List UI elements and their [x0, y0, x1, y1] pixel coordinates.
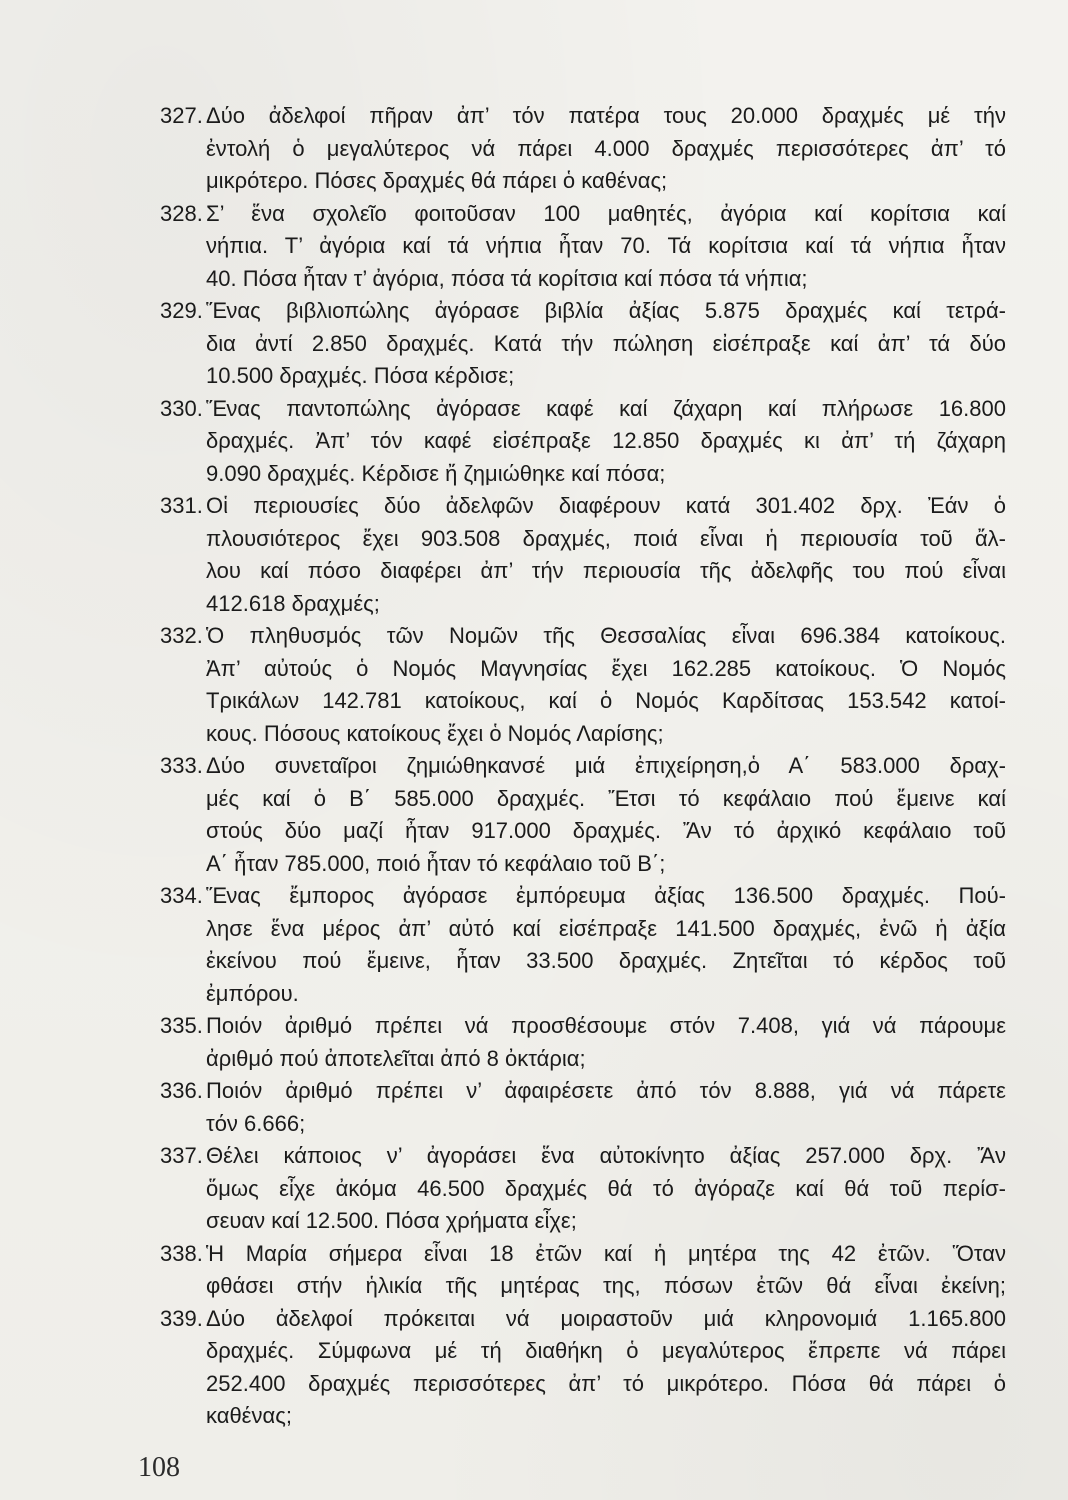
- problem-327: [160, 100, 1006, 198]
- problem-number: 336.: [160, 1078, 203, 1103]
- problem-line: 412.618 δραχμές;: [206, 590, 380, 616]
- problem-line: δραχμές. Ἀπ’ τόν καφέ εἰσέπραξε 12.850 δραχμές κι ἀπ’ τή ζάχαρη: [206, 428, 1006, 453]
- problem-line: Ποιόν ἀριθμό πρέπει ν’ ἀφαιρέσετε ἀπό τόν 8.888, γιά νά πάρετε: [206, 1078, 1006, 1103]
- problem-number: 333.: [160, 753, 203, 778]
- problem-text: [206, 490, 1006, 620]
- problem-line: Ἕνας βιβλιοπώλης ἀγόρασε βιβλία ἀξίας 5.875 δραχμές καί τετρά-: [206, 298, 1006, 323]
- problem-line: ἐμπόρου.: [206, 980, 299, 1006]
- problem-text: [206, 1140, 1006, 1238]
- problem-number: 331.: [160, 493, 203, 518]
- problem-list: [160, 100, 1006, 1433]
- problem-line: Ποιόν ἀριθμό πρέπει νά προσθέσουμε στόν 7.408, γιά νά πάρουμε: [206, 1013, 1006, 1038]
- problem-number: 337.: [160, 1143, 203, 1168]
- problem-line: Δύο ἀδελφοί πρόκειται νά μοιραστοῦν μιά κληρονομιά 1.165.800: [206, 1305, 1006, 1331]
- problem-line: μές καί ὁ Β΄ 585.000 δραχμές. Ἔτσι τό κεφάλαιο πού ἔμεινε καί: [206, 785, 1006, 811]
- problem-line: Α΄ ἦταν 785.000, ποιό ἦταν τό κεφάλαιο τοῦ Β΄;: [206, 850, 666, 876]
- problem-line: 9.090 δραχμές. Κέρδισε ἤ ζημιώθηκε καί πόσα;: [206, 460, 666, 486]
- problem-line: κους. Πόσους κατοίκους ἔχει ὁ Νομός Λαρίσης;: [206, 720, 664, 746]
- problem-line: στούς δύο μαζί ἦταν 917.000 δραχμές. Ἄν τό ἀρχικό κεφάλαιο τοῦ: [206, 818, 1006, 843]
- problem-number: 334.: [160, 883, 203, 908]
- problem-337: [160, 1140, 1006, 1238]
- problem-line: Ἕνας ἔμπορος ἀγόρασε ἐμπόρευμα ἀξίας 136.500 δραχμές. Πού-: [206, 883, 1006, 908]
- problem-text: [206, 750, 1006, 880]
- problem-line: 40. Πόσα ἦταν τ’ ἀγόρια, πόσα τά κορίτσια καί πόσα τά νήπια;: [206, 265, 808, 291]
- problem-text: [206, 198, 1006, 296]
- problem-text: [206, 1010, 1006, 1075]
- problem-line: σευαν καί 12.500. Πόσα χρήματα εἶχε;: [206, 1208, 577, 1233]
- problem-332: [160, 620, 1006, 750]
- problem-line: Ἡ Μαρία σήμερα εἶναι 18 ἐτῶν καί ἡ μητέρα της 42 ἐτῶν. Ὅταν: [206, 1240, 1006, 1266]
- problem-line: ἐκείνου πού ἔμεινε, ἦταν 33.500 δραχμές. Ζητεῖται τό κέρδος τοῦ: [206, 948, 1006, 973]
- problem-text: [206, 1075, 1006, 1140]
- problem-331: [160, 490, 1006, 620]
- problem-line: πλουσιότερος ἔχει 903.508 δραχμές, ποιά εἶναι ἡ περιουσία τοῦ ἄλ-: [206, 525, 1006, 551]
- problem-line: Δύο συνεταῖροι ζημιώθηκανσέ μιά ἐπιχείρηση,ὁ Α΄ 583.000 δραχ-: [206, 753, 1006, 778]
- problem-329: [160, 295, 1006, 393]
- problem-text: [206, 100, 1006, 198]
- problem-text: [206, 295, 1006, 393]
- problem-338: [160, 1238, 1006, 1303]
- problem-line: Οἱ περιουσίες δύο ἀδελφῶν διαφέρουν κατά 301.402 δρχ. Ἐάν ὁ: [206, 493, 1006, 518]
- problem-line: ὅμως εἶχε ἀκόμα 46.500 δραχμές θά τό ἀγόραζε καί θά τοῦ περίσ-: [206, 1175, 1006, 1201]
- problem-330: [160, 393, 1006, 491]
- problem-text: [206, 1238, 1006, 1303]
- problem-line: δια ἀντί 2.850 δραχμές. Κατά τήν πώληση εἰσέπραξε καί ἀπ’ τά δύο: [206, 330, 1006, 356]
- problem-339: [160, 1303, 1006, 1433]
- problem-336: [160, 1075, 1006, 1140]
- problem-line: Ἕνας παντοπώλης ἀγόρασε καφέ καί ζάχαρη καί πλήρωσε 16.800: [206, 395, 1006, 421]
- problem-line: Θέλει κάποιος ν’ ἀγοράσει ἕνα αὐτοκίνητο ἀξίας 257.000 δρχ. Ἄν: [206, 1143, 1006, 1168]
- problem-line: Δύο ἀδελφοί πῆραν ἀπ’ τόν πατέρα τους 20.000 δραχμές μέ τήν: [206, 103, 1006, 128]
- problem-334: [160, 880, 1006, 1010]
- problem-335: [160, 1010, 1006, 1075]
- problem-text: [206, 620, 1006, 750]
- problem-line: Ὁ πληθυσμός τῶν Νομῶν τῆς Θεσσαλίας εἶναι 696.384 κατοίκους.: [206, 623, 1006, 648]
- problem-line: λου καί πόσο διαφέρει ἀπ’ τήν περιουσία τῆς ἀδελφῆς του πού εἶναι: [206, 558, 1006, 583]
- problem-number: 339.: [160, 1305, 203, 1331]
- problem-number: 335.: [160, 1013, 203, 1038]
- problem-line: τόν 6.666;: [206, 1110, 306, 1136]
- problem-line: 252.400 δραχμές περισσότερες ἀπ’ τό μικρότερο. Πόσα θά πάρει ὁ: [206, 1370, 1006, 1396]
- problem-number: 330.: [160, 395, 203, 421]
- problem-line: μικρότερο. Πόσες δραχμές θά πάρει ὁ καθένας;: [206, 168, 668, 193]
- problem-text: [206, 393, 1006, 491]
- problem-number: 328.: [160, 200, 203, 226]
- problem-line: φθάσει στήν ἡλικία τῆς μητέρας της, πόσων ἐτῶν θά εἶναι ἐκείνη;: [206, 1273, 1006, 1298]
- problem-text: [206, 1303, 1006, 1433]
- problem-line: λησε ἕνα μέρος ἀπ’ αὐτό καί εἰσέπραξε 141.500 δραχμές, ἐνῶ ἡ ἀξία: [206, 915, 1006, 941]
- problem-number: 338.: [160, 1240, 203, 1266]
- problem-number: 332.: [160, 623, 203, 648]
- page-number: 108: [138, 1452, 180, 1483]
- problem-line: Τρικάλων 142.781 κατοίκους, καί ὁ Νομός Καρδίτσας 153.542 κατοί-: [206, 688, 1006, 713]
- problem-line: ἐντολή ὁ μεγαλύτερος νά πάρει 4.000 δραχμές περισσότερες ἀπ’ τό: [206, 135, 1006, 161]
- problem-line: Ἀπ’ αὐτούς ὁ Νομός Μαγνησίας ἔχει 162.285 κατοίκους. Ὁ Νομός: [206, 655, 1006, 681]
- problem-line: καθένας;: [206, 1403, 292, 1428]
- problem-328: [160, 198, 1006, 296]
- problem-line: Σ’ ἕνα σχολεῖο φοιτοῦσαν 100 μαθητές, ἀγόρια καί κορίτσια καί: [206, 200, 1006, 226]
- problem-line: ἀριθμό πού ἀποτελεῖται ἀπό 8 ὀκτάρια;: [206, 1045, 586, 1071]
- problem-333: [160, 750, 1006, 880]
- problem-text: [206, 880, 1006, 1010]
- problem-line: 10.500 δραχμές. Πόσα κέρδισε;: [206, 363, 515, 388]
- problem-number: 327.: [160, 103, 203, 128]
- problem-line: νήπια. Τ’ ἀγόρια καί τά νήπια ἦταν 70. Τά κορίτσια καί τά νήπια ἦταν: [206, 233, 1006, 258]
- problem-line: δραχμές. Σύμφωνα μέ τή διαθήκη ὁ μεγαλύτερος ἔπρεπε νά πάρει: [206, 1338, 1006, 1363]
- problem-number: 329.: [160, 298, 203, 323]
